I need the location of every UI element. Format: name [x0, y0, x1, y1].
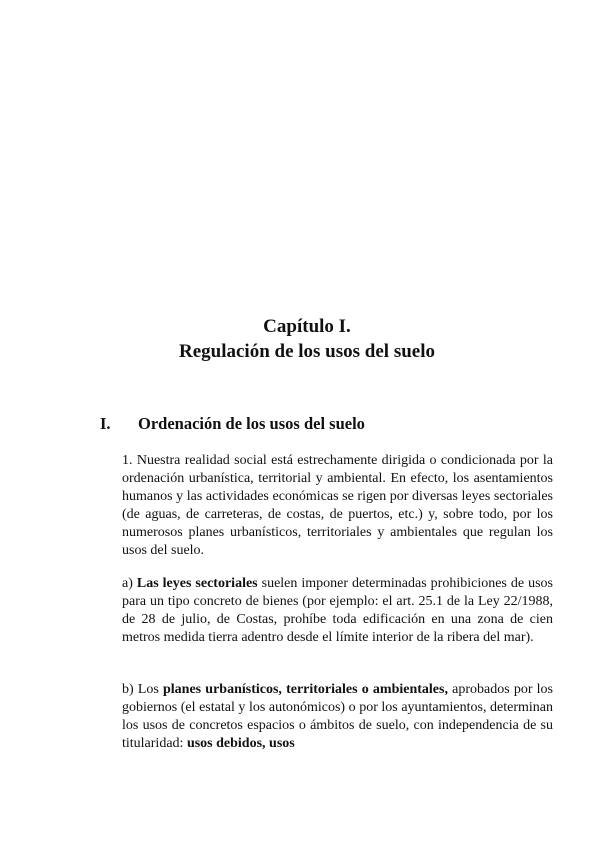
paragraph-2-prefix: a) [122, 576, 137, 591]
chapter-heading [0, 314, 614, 364]
paragraph-3-prefix: b) Los [122, 682, 163, 697]
paragraph-1: 1. Nuestra realidad social está estrechamente dirigida o condicionada por la ordenación urbanística, territorial y ambiental. En efecto, los asentamientos humanos y las actividades económicas se rigen por diversas leyes sectoriales (de aguas, de carreteras, de costas, de puertos, etc.) y, sobre todo, por los numerosos planes urbanísticos, territoriales y ambientales que regulan los usos del suelo. [122, 453, 553, 559]
paragraph-3-bold-end: usos debidos, usos [186, 736, 295, 752]
section-heading [100, 413, 365, 435]
section-title: Ordenación de los usos del suelo [138, 414, 365, 433]
chapter-number: Capítulo I. [263, 316, 351, 337]
chapter-title: Regulación de los usos del suelo [178, 341, 435, 362]
section-number: I. [100, 414, 111, 433]
paragraph-2 [100, 575, 553, 647]
paragraph-3 [100, 681, 553, 753]
paragraph-2-bold: Las leyes sectoriales [136, 576, 258, 591]
paragraph-3-bold: planes urbanísticos, territoriales o ambientales, [163, 682, 448, 697]
paragraph-3-text: aprobados por los gobiernos (el estatal y los autonómicos) o por los ayuntamientos, determinan los usos de concretos espacios o ámbitos de suelo, con independencia de su titularidad: [122, 682, 553, 752]
paragraph-2-text: suelen imponer determinadas prohibiciones de usos para un tipo concreto de bienes (por ejemplo: el art. 25.1 de la Ley 22/1988, de 28 de julio, de Costas, prohíbe toda edificación en una zona de cien metros medida tierra adentro desde el límite interior de la ribera del mar). [122, 576, 553, 646]
